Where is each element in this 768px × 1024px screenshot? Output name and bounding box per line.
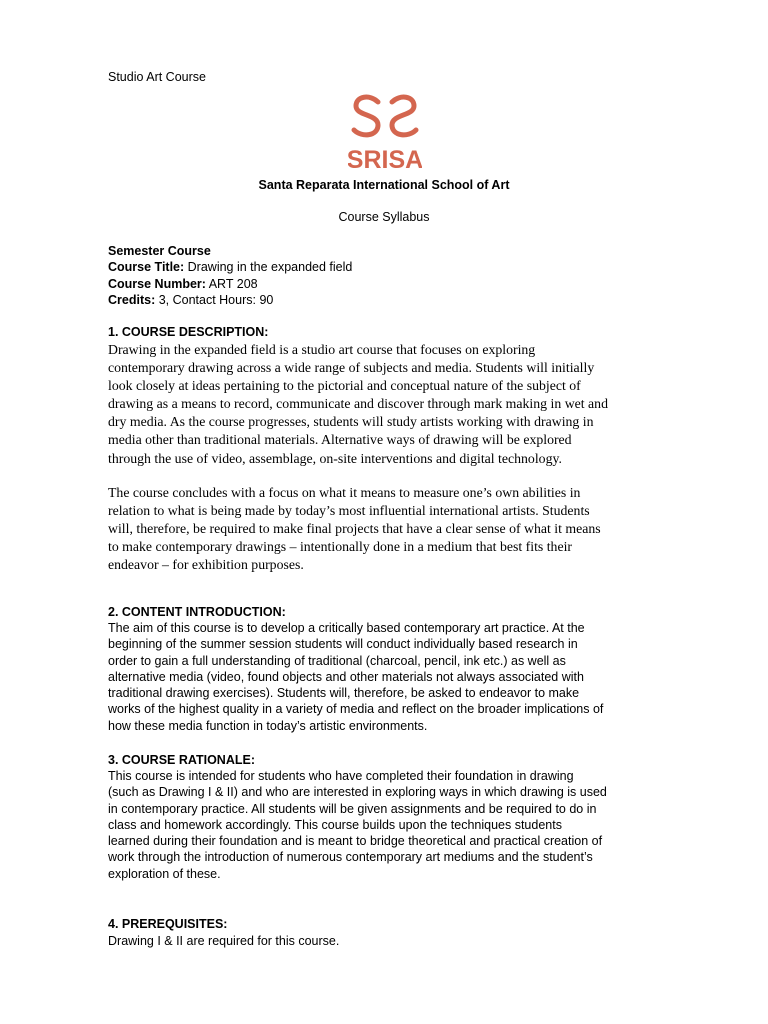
course-number-line: Course Number: ART 208 [108, 276, 258, 291]
course-meta [108, 243, 352, 308]
srisa-logo-icon [348, 92, 422, 172]
logo-text: SRISA [348, 146, 422, 172]
srisa-logo [348, 92, 422, 172]
course-description-paragraph-1: Drawing in the expanded field is a studio art course that focuses on exploring contemporary drawing across a wide range of subjects and media. Students will initially look closely at ideas pertaining to the pictorial and conceptual nature of the subject of drawing as a means to record, communicate and discover through mark making in wet and dry media. As the course progresses, students will study artists working with drawing in media other than traditional materials. Alternative ways of drawing will be explored through the use of video, assemblage, on-site interventions and digital technology. [108, 342, 608, 466]
credits-line: Credits: 3, Contact Hours: 90 [108, 292, 274, 307]
section-heading-content-introduction: 2. CONTENT INTRODUCTION: [108, 605, 286, 619]
document-type: Course Syllabus [338, 210, 430, 224]
school-name: Santa Reparata International School of Art [258, 178, 510, 192]
course-rationale-text: This course is intended for students who have completed their foundation in drawing (such as Drawing I & II) and who are interested in exploring ways in which drawing is used in contemporary practice. All students will be given assignments and be required to do in class and homework accordingly. This course builds upon the techniques students learned during their foundation and is meant to bridge theoretical and practical creation of work through the introduction of numerous contemporary art mediums and the student’s exploration of these. [108, 769, 607, 881]
section-heading-prerequisites: 4. PREREQUISITES: [108, 917, 228, 931]
section-heading-course-rationale: 3. COURSE RATIONALE: [108, 753, 255, 767]
course-title-line: Course Title: Drawing in the expanded field [108, 260, 353, 275]
prerequisites-text: Drawing I & II are required for this course. [108, 934, 340, 948]
semester-line: Semester Course [108, 244, 211, 258]
content-introduction-text: The aim of this course is to develop a critically based contemporary art practice. At the beginning of the summer session students will conduct individually based research in order to gain a full understanding of traditional (charcoal, pencil, ink etc.) as well as alternative media (video, found objects and other materials not always associated with traditional drawing exercises). Students will, therefore, be asked to endeavor to make works of the highest quality in a variety of media and reflect on the broader implications of how these media function in today’s artistic environments. [108, 621, 604, 733]
section-heading-course-description: 1. COURSE DESCRIPTION: [108, 325, 269, 339]
course-description-paragraph-2: The course concludes with a focus on what it means to measure one’s own abilities in relation to what is being made by today’s most influential international artists. Students will, therefore, be required to make final projects that have a clear sense of what it means to make contemporary drawings – intentionally done in a medium that best fits their endeavor – for exhibition purposes. [108, 485, 601, 573]
header-label: Studio Art Course [108, 70, 206, 84]
